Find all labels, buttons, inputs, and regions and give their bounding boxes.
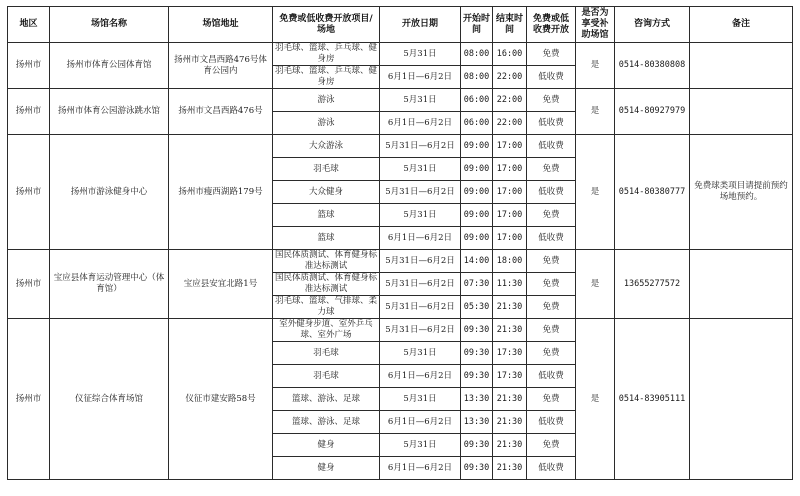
region-cell: 扬州市 bbox=[8, 135, 50, 250]
header-phone: 咨询方式 bbox=[615, 7, 690, 43]
end-time-cell: 21:30 bbox=[493, 296, 527, 319]
header-subsidy: 是否为享受补助场馆 bbox=[576, 7, 615, 43]
open-date-cell: 5月31日 bbox=[380, 388, 461, 411]
table-row bbox=[8, 43, 793, 66]
subsidy-cell: 是 bbox=[576, 89, 615, 135]
fee-type-cell: 免费 bbox=[527, 434, 576, 457]
table-row bbox=[8, 319, 793, 342]
open-item-cell: 羽毛球 bbox=[273, 365, 380, 388]
header-venue-address: 场馆地址 bbox=[169, 7, 273, 43]
header-row bbox=[8, 7, 793, 43]
venue-table-body bbox=[8, 43, 793, 480]
open-date-cell: 5月31日—6月2日 bbox=[380, 250, 461, 273]
fee-type-cell: 低收费 bbox=[527, 411, 576, 434]
phone-cell: 13655277572 bbox=[615, 250, 690, 319]
phone-cell: 0514-80380808 bbox=[615, 43, 690, 89]
open-date-cell: 6月1日—6月2日 bbox=[380, 112, 461, 135]
note-cell: 免费球类项目请提前预约场地预约。 bbox=[690, 135, 793, 250]
open-item-cell: 篮球 bbox=[273, 227, 380, 250]
open-item-cell: 羽毛球 bbox=[273, 342, 380, 365]
venue-name-cell: 仪征综合体育场馆 bbox=[50, 319, 169, 480]
open-item-cell: 国民体质测试、体育健身标准达标测试 bbox=[273, 273, 380, 296]
open-date-cell: 5月31日 bbox=[380, 434, 461, 457]
end-time-cell: 21:30 bbox=[493, 434, 527, 457]
start-time-cell: 13:30 bbox=[461, 411, 493, 434]
header-start-time: 开始时间 bbox=[461, 7, 493, 43]
start-time-cell: 05:30 bbox=[461, 296, 493, 319]
open-item-cell: 篮球 bbox=[273, 204, 380, 227]
end-time-cell: 17:00 bbox=[493, 135, 527, 158]
subsidy-cell: 是 bbox=[576, 135, 615, 250]
fee-type-cell: 低收费 bbox=[527, 227, 576, 250]
open-item-cell: 健身 bbox=[273, 457, 380, 480]
subsidy-cell: 是 bbox=[576, 319, 615, 480]
venue-address-cell: 扬州市文昌西路476号 bbox=[169, 89, 273, 135]
region-cell: 扬州市 bbox=[8, 43, 50, 89]
start-time-cell: 06:00 bbox=[461, 112, 493, 135]
venue-table bbox=[7, 6, 793, 480]
end-time-cell: 17:30 bbox=[493, 365, 527, 388]
fee-type-cell: 低收费 bbox=[527, 135, 576, 158]
open-item-cell: 羽毛球、篮球、乒乓球、健身房 bbox=[273, 43, 380, 66]
fee-type-cell: 免费 bbox=[527, 273, 576, 296]
open-item-cell: 健身 bbox=[273, 434, 380, 457]
end-time-cell: 22:00 bbox=[493, 66, 527, 89]
venue-name-cell: 扬州市体育公园体育馆 bbox=[50, 43, 169, 89]
start-time-cell: 09:00 bbox=[461, 135, 493, 158]
start-time-cell: 08:00 bbox=[461, 43, 493, 66]
fee-type-cell: 低收费 bbox=[527, 66, 576, 89]
end-time-cell: 21:30 bbox=[493, 319, 527, 342]
end-time-cell: 18:00 bbox=[493, 250, 527, 273]
phone-cell: 0514-80927979 bbox=[615, 89, 690, 135]
start-time-cell: 09:30 bbox=[461, 434, 493, 457]
subsidy-cell: 是 bbox=[576, 250, 615, 319]
start-time-cell: 14:00 bbox=[461, 250, 493, 273]
open-item-cell: 国民体质测试、体育健身标准达标测试 bbox=[273, 250, 380, 273]
start-time-cell: 09:00 bbox=[461, 158, 493, 181]
open-date-cell: 5月31日—6月2日 bbox=[380, 273, 461, 296]
open-date-cell: 5月31日 bbox=[380, 43, 461, 66]
start-time-cell: 09:00 bbox=[461, 227, 493, 250]
fee-type-cell: 免费 bbox=[527, 158, 576, 181]
start-time-cell: 09:00 bbox=[461, 181, 493, 204]
open-date-cell: 5月31日 bbox=[380, 89, 461, 112]
venue-table-sheet bbox=[7, 6, 793, 480]
open-date-cell: 5月31日—6月2日 bbox=[380, 319, 461, 342]
header-venue-name: 场馆名称 bbox=[50, 7, 169, 43]
header-end-time: 结束时间 bbox=[493, 7, 527, 43]
end-time-cell: 21:30 bbox=[493, 388, 527, 411]
start-time-cell: 09:30 bbox=[461, 457, 493, 480]
header-note: 备注 bbox=[690, 7, 793, 43]
note-cell bbox=[690, 43, 793, 89]
fee-type-cell: 低收费 bbox=[527, 112, 576, 135]
end-time-cell: 17:00 bbox=[493, 227, 527, 250]
open-item-cell: 羽毛球、篮球、乒乓球、健身房 bbox=[273, 66, 380, 89]
table-row bbox=[8, 250, 793, 273]
open-date-cell: 5月31日 bbox=[380, 204, 461, 227]
region-cell: 扬州市 bbox=[8, 89, 50, 135]
note-cell bbox=[690, 319, 793, 480]
end-time-cell: 17:00 bbox=[493, 181, 527, 204]
subsidy-cell: 是 bbox=[576, 43, 615, 89]
end-time-cell: 21:30 bbox=[493, 411, 527, 434]
phone-cell: 0514-80380777 bbox=[615, 135, 690, 250]
open-date-cell: 5月31日—6月2日 bbox=[380, 135, 461, 158]
venue-name-cell: 扬州市游泳健身中心 bbox=[50, 135, 169, 250]
table-row bbox=[8, 135, 793, 158]
venue-address-cell: 扬州市文昌西路476号体育公园内 bbox=[169, 43, 273, 89]
venue-name-cell: 扬州市体育公园游泳跳水馆 bbox=[50, 89, 169, 135]
venue-address-cell: 宝应县安宜北路1号 bbox=[169, 250, 273, 319]
start-time-cell: 06:00 bbox=[461, 89, 493, 112]
end-time-cell: 17:00 bbox=[493, 158, 527, 181]
start-time-cell: 13:30 bbox=[461, 388, 493, 411]
header-open-date: 开放日期 bbox=[380, 7, 461, 43]
venue-address-cell: 扬州市瘦西湖路179号 bbox=[169, 135, 273, 250]
fee-type-cell: 免费 bbox=[527, 296, 576, 319]
venue-name-cell: 宝应县体育运动管理中心（体育馆） bbox=[50, 250, 169, 319]
fee-type-cell: 免费 bbox=[527, 342, 576, 365]
end-time-cell: 17:00 bbox=[493, 204, 527, 227]
fee-type-cell: 免费 bbox=[527, 43, 576, 66]
fee-type-cell: 免费 bbox=[527, 204, 576, 227]
open-item-cell: 游泳 bbox=[273, 112, 380, 135]
open-date-cell: 5月31日—6月2日 bbox=[380, 181, 461, 204]
open-item-cell: 篮球、游泳、足球 bbox=[273, 388, 380, 411]
open-date-cell: 6月1日—6月2日 bbox=[380, 227, 461, 250]
end-time-cell: 11:30 bbox=[493, 273, 527, 296]
open-item-cell: 大众健身 bbox=[273, 181, 380, 204]
open-item-cell: 篮球、游泳、足球 bbox=[273, 411, 380, 434]
open-item-cell: 室外健身步道、室外乒乓球、室外广场 bbox=[273, 319, 380, 342]
note-cell bbox=[690, 89, 793, 135]
open-date-cell: 6月1日—6月2日 bbox=[380, 411, 461, 434]
fee-type-cell: 低收费 bbox=[527, 457, 576, 480]
open-item-cell: 羽毛球 bbox=[273, 158, 380, 181]
header-open-items: 免费或低收费开放项目/场地 bbox=[273, 7, 380, 43]
end-time-cell: 22:00 bbox=[493, 89, 527, 112]
open-item-cell: 羽毛球、篮球、气排球、柔力球 bbox=[273, 296, 380, 319]
end-time-cell: 22:00 bbox=[493, 112, 527, 135]
open-date-cell: 6月1日—6月2日 bbox=[380, 365, 461, 388]
open-date-cell: 5月31日—6月2日 bbox=[380, 296, 461, 319]
phone-cell: 0514-83905111 bbox=[615, 319, 690, 480]
region-cell: 扬州市 bbox=[8, 250, 50, 319]
start-time-cell: 07:30 bbox=[461, 273, 493, 296]
open-date-cell: 6月1日—6月2日 bbox=[380, 457, 461, 480]
start-time-cell: 08:00 bbox=[461, 66, 493, 89]
fee-type-cell: 免费 bbox=[527, 319, 576, 342]
open-date-cell: 5月31日 bbox=[380, 342, 461, 365]
table-row bbox=[8, 89, 793, 112]
open-date-cell: 6月1日—6月2日 bbox=[380, 66, 461, 89]
open-item-cell: 游泳 bbox=[273, 89, 380, 112]
end-time-cell: 17:30 bbox=[493, 342, 527, 365]
start-time-cell: 09:30 bbox=[461, 342, 493, 365]
fee-type-cell: 免费 bbox=[527, 388, 576, 411]
note-cell bbox=[690, 250, 793, 319]
fee-type-cell: 低收费 bbox=[527, 181, 576, 204]
header-fee-type: 免费或低收费开放 bbox=[527, 7, 576, 43]
end-time-cell: 21:30 bbox=[493, 457, 527, 480]
start-time-cell: 09:00 bbox=[461, 204, 493, 227]
start-time-cell: 09:30 bbox=[461, 365, 493, 388]
open-date-cell: 5月31日 bbox=[380, 158, 461, 181]
region-cell: 扬州市 bbox=[8, 319, 50, 480]
fee-type-cell: 低收费 bbox=[527, 365, 576, 388]
header-region: 地区 bbox=[8, 7, 50, 43]
start-time-cell: 09:30 bbox=[461, 319, 493, 342]
end-time-cell: 16:00 bbox=[493, 43, 527, 66]
venue-address-cell: 仪征市建安路58号 bbox=[169, 319, 273, 480]
open-item-cell: 大众游泳 bbox=[273, 135, 380, 158]
fee-type-cell: 免费 bbox=[527, 89, 576, 112]
fee-type-cell: 免费 bbox=[527, 250, 576, 273]
